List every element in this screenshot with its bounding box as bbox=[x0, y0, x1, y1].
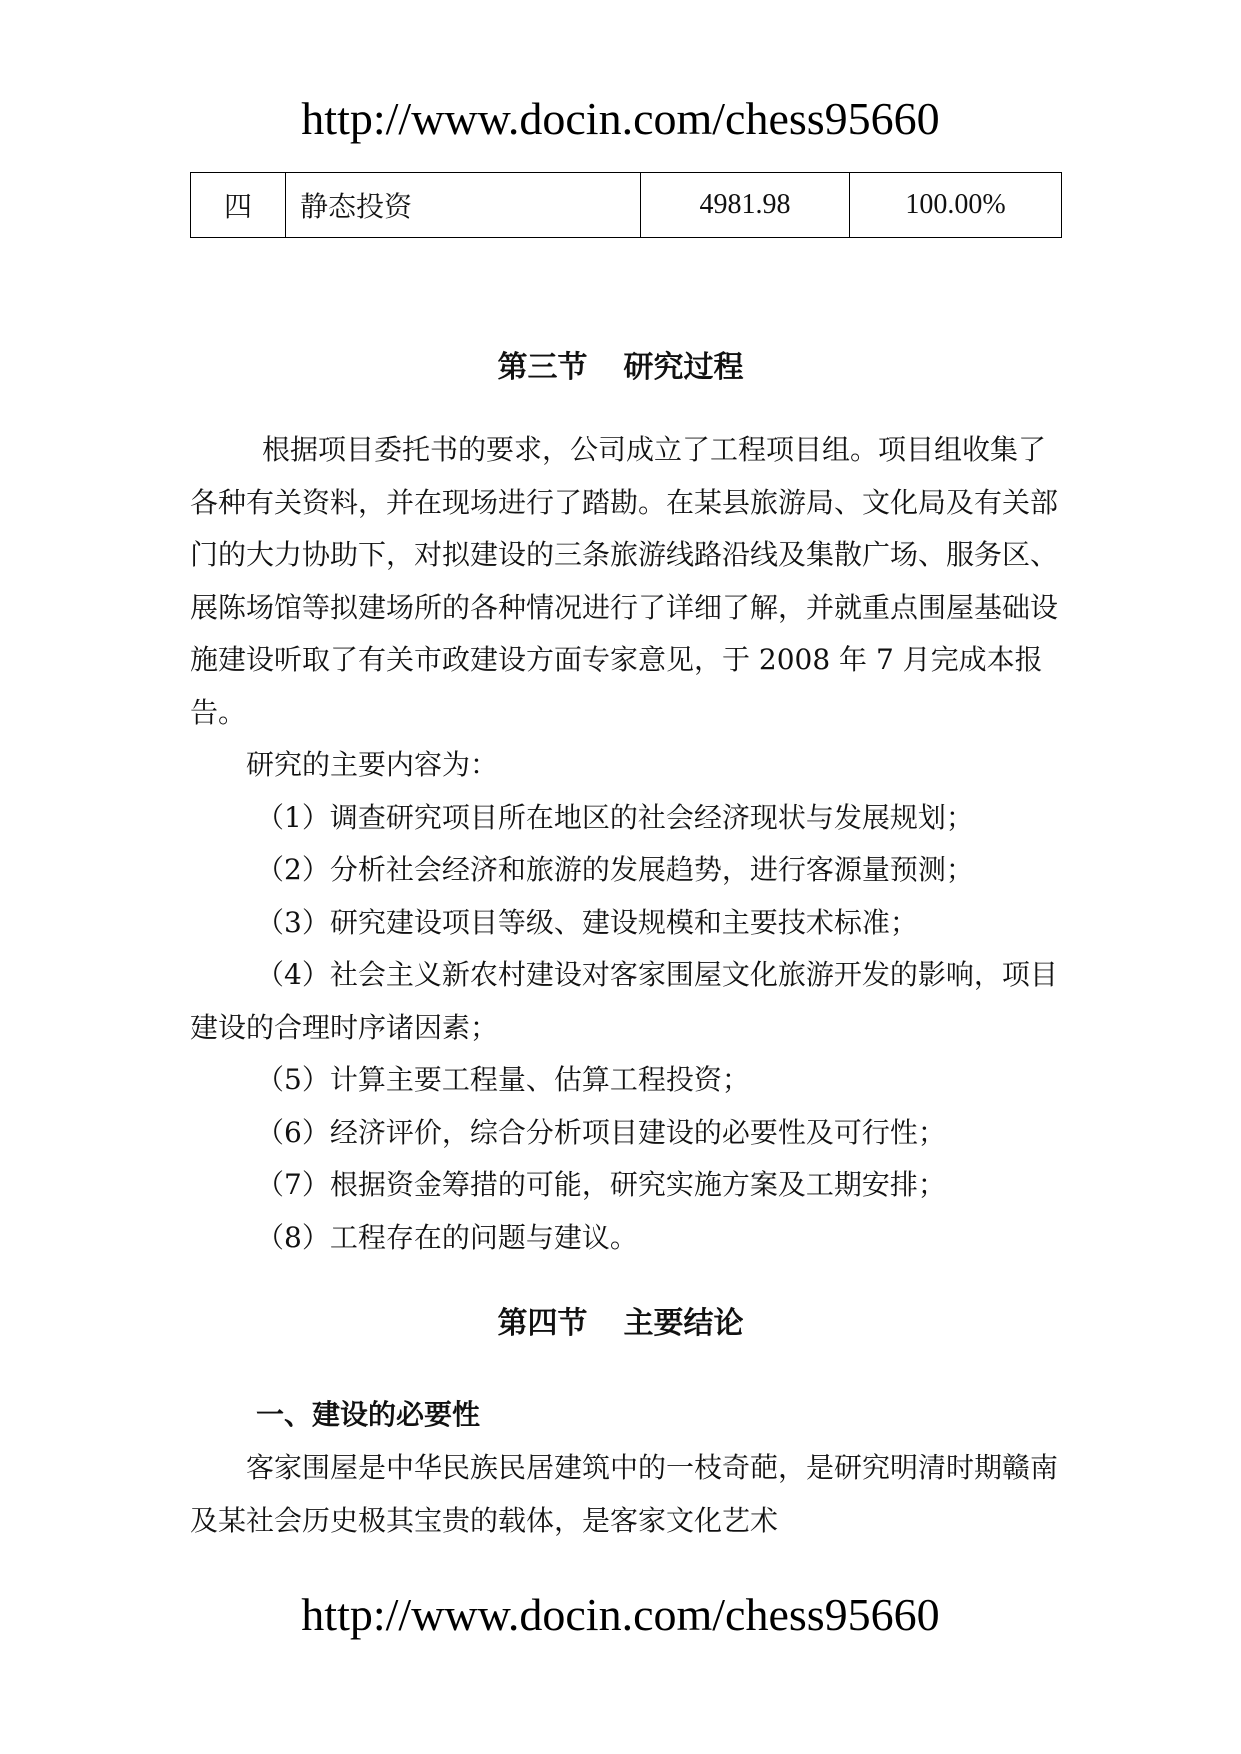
list-item: （1）调查研究项目所在地区的社会经济现状与发展规划； bbox=[256, 800, 974, 834]
section4-heading bbox=[0, 1298, 1241, 1342]
row-percent-cell: 100.00% bbox=[850, 173, 1062, 238]
list-item: （7）根据资金筹措的可能，研究实施方案及工期安排； bbox=[256, 1168, 946, 1201]
watermark-url-bottom: http://www.docin.com/chess95660 bbox=[301, 1589, 940, 1640]
section4-paragraph: 客家围屋是中华民族民居建筑中的一枝奇葩，是研究明清时期赣南及某社会历史极其宝贵的载体，是客家文化艺术 bbox=[190, 1451, 1059, 1537]
section3-number: 第三节 bbox=[497, 350, 588, 385]
section4-body bbox=[190, 1442, 1062, 1547]
watermark-url-top: http://www.docin.com/chess95660 bbox=[301, 93, 940, 144]
section3-body bbox=[190, 424, 1062, 1264]
section4-subheading: 一、建设的必要性 bbox=[256, 1398, 481, 1431]
section3-intro: 研究的主要内容为： bbox=[246, 748, 499, 781]
list-item: （4）社会主义新农村建设对客家围屋文化旅游开发的影响，项目建设的合理时序诸因素； bbox=[190, 958, 1058, 1044]
investment-table bbox=[190, 172, 1062, 238]
section3-heading bbox=[0, 342, 1241, 386]
list-item: （8）工程存在的问题与建议。 bbox=[256, 1220, 638, 1254]
section4-number: 第四节 bbox=[497, 1306, 588, 1341]
list-item: （5）计算主要工程量、估算工程投资； bbox=[256, 1063, 750, 1096]
section3-title: 研究过程 bbox=[623, 350, 744, 385]
section4-title: 主要结论 bbox=[623, 1306, 744, 1341]
list-item: （2）分析社会经济和旅游的发展趋势，进行客源量预测； bbox=[256, 853, 974, 886]
list-item: （3）研究建设项目等级、建设规模和主要技术标准； bbox=[256, 905, 918, 939]
section3-paragraph: 根据项目委托书的要求，公司成立了工程项目组。项目组收集了各种有关资料，并在现场进行了踏勘。在某县旅游局、文化局及有关部门的大力协助下，对拟建设的三条旅游线路沿线及集散广场、服务区、展陈场馆等拟建场所的各种情况进行了详细了解，并就重点围屋基础设施建设听取了有关市政建设方面专家意见，于 2008 年 7 月完成本报告。 bbox=[190, 433, 1059, 729]
row-amount-cell: 4981.98 bbox=[641, 173, 850, 238]
list-item: （6）经济评价，综合分析项目建设的必要性及可行性； bbox=[256, 1115, 946, 1149]
row-index-cell: 四 bbox=[191, 173, 286, 238]
table-row bbox=[191, 173, 1062, 238]
row-item-cell: 静态投资 bbox=[286, 173, 641, 238]
